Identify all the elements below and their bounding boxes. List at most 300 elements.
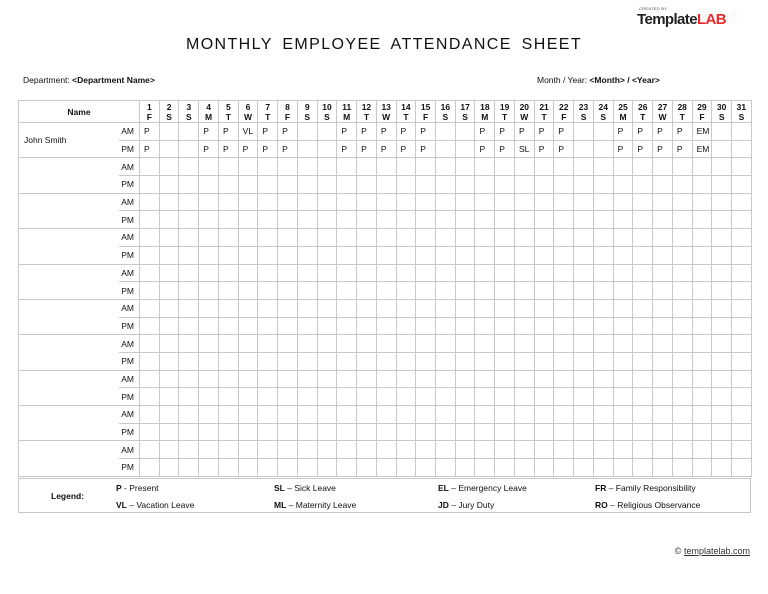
attendance-cell[interactable]	[337, 246, 357, 264]
attendance-cell[interactable]	[317, 140, 337, 158]
attendance-cell[interactable]	[732, 193, 752, 211]
attendance-cell[interactable]: P	[633, 123, 653, 141]
attendance-cell[interactable]	[633, 176, 653, 194]
attendance-cell[interactable]	[672, 264, 692, 282]
attendance-cell[interactable]	[534, 459, 554, 477]
attendance-cell[interactable]	[732, 406, 752, 424]
attendance-cell[interactable]	[534, 211, 554, 229]
attendance-cell[interactable]	[376, 264, 396, 282]
attendance-cell[interactable]	[495, 193, 515, 211]
attendance-cell[interactable]	[554, 352, 574, 370]
attendance-cell[interactable]	[554, 441, 574, 459]
attendance-cell[interactable]	[574, 423, 594, 441]
attendance-cell[interactable]	[672, 388, 692, 406]
attendance-cell[interactable]	[297, 193, 317, 211]
attendance-cell[interactable]	[238, 299, 258, 317]
attendance-cell[interactable]	[396, 211, 416, 229]
attendance-cell[interactable]	[593, 229, 613, 247]
attendance-cell[interactable]	[317, 282, 337, 300]
attendance-cell[interactable]	[712, 335, 732, 353]
attendance-cell[interactable]	[712, 459, 732, 477]
attendance-cell[interactable]	[238, 352, 258, 370]
attendance-cell[interactable]	[396, 335, 416, 353]
attendance-cell[interactable]	[179, 388, 199, 406]
attendance-cell[interactable]	[238, 317, 258, 335]
attendance-cell[interactable]	[218, 229, 238, 247]
attendance-cell[interactable]	[613, 246, 633, 264]
attendance-cell[interactable]	[732, 176, 752, 194]
attendance-cell[interactable]	[317, 176, 337, 194]
attendance-cell[interactable]	[692, 352, 712, 370]
attendance-cell[interactable]	[692, 423, 712, 441]
attendance-cell[interactable]	[633, 441, 653, 459]
attendance-cell[interactable]	[396, 193, 416, 211]
attendance-cell[interactable]	[574, 123, 594, 141]
attendance-cell[interactable]	[455, 370, 475, 388]
attendance-cell[interactable]	[317, 158, 337, 176]
attendance-cell[interactable]	[179, 370, 199, 388]
attendance-cell[interactable]	[179, 176, 199, 194]
attendance-cell[interactable]	[436, 158, 456, 176]
attendance-cell[interactable]	[593, 370, 613, 388]
attendance-cell[interactable]	[396, 282, 416, 300]
attendance-cell[interactable]	[278, 246, 298, 264]
attendance-cell[interactable]	[317, 264, 337, 282]
attendance-cell[interactable]	[140, 352, 160, 370]
attendance-cell[interactable]	[396, 459, 416, 477]
attendance-cell[interactable]	[199, 317, 219, 335]
attendance-cell[interactable]	[140, 193, 160, 211]
attendance-cell[interactable]	[712, 423, 732, 441]
attendance-cell[interactable]	[396, 264, 416, 282]
attendance-cell[interactable]	[534, 406, 554, 424]
attendance-cell[interactable]: P	[554, 123, 574, 141]
attendance-cell[interactable]	[416, 211, 436, 229]
attendance-cell[interactable]	[495, 246, 515, 264]
attendance-cell[interactable]	[692, 229, 712, 247]
attendance-cell[interactable]	[140, 317, 160, 335]
attendance-cell[interactable]	[692, 299, 712, 317]
attendance-cell[interactable]	[159, 352, 179, 370]
attendance-cell[interactable]	[357, 282, 377, 300]
attendance-cell[interactable]	[199, 282, 219, 300]
attendance-cell[interactable]	[199, 441, 219, 459]
attendance-cell[interactable]	[218, 459, 238, 477]
attendance-cell[interactable]	[514, 193, 534, 211]
attendance-cell[interactable]	[317, 193, 337, 211]
attendance-cell[interactable]	[554, 388, 574, 406]
attendance-cell[interactable]	[574, 388, 594, 406]
attendance-cell[interactable]	[495, 158, 515, 176]
attendance-cell[interactable]	[613, 317, 633, 335]
attendance-cell[interactable]	[633, 423, 653, 441]
attendance-cell[interactable]	[278, 370, 298, 388]
attendance-cell[interactable]	[238, 459, 258, 477]
attendance-cell[interactable]	[396, 229, 416, 247]
attendance-cell[interactable]	[692, 158, 712, 176]
attendance-cell[interactable]	[140, 388, 160, 406]
attendance-cell[interactable]	[140, 441, 160, 459]
attendance-cell[interactable]	[633, 193, 653, 211]
attendance-cell[interactable]	[258, 264, 278, 282]
attendance-cell[interactable]	[554, 317, 574, 335]
attendance-cell[interactable]	[633, 406, 653, 424]
attendance-cell[interactable]	[396, 352, 416, 370]
attendance-cell[interactable]	[258, 352, 278, 370]
attendance-cell[interactable]: P	[258, 140, 278, 158]
attendance-cell[interactable]	[179, 211, 199, 229]
attendance-cell[interactable]	[593, 176, 613, 194]
attendance-cell[interactable]	[159, 423, 179, 441]
attendance-cell[interactable]	[653, 388, 673, 406]
attendance-cell[interactable]	[297, 370, 317, 388]
templatelab-link[interactable]: templatelab.com	[683, 546, 750, 556]
attendance-cell[interactable]	[278, 441, 298, 459]
attendance-cell[interactable]	[593, 423, 613, 441]
attendance-cell[interactable]	[593, 388, 613, 406]
attendance-cell[interactable]	[653, 193, 673, 211]
attendance-cell[interactable]	[514, 388, 534, 406]
attendance-cell[interactable]	[455, 193, 475, 211]
attendance-cell[interactable]	[436, 441, 456, 459]
attendance-cell[interactable]	[514, 370, 534, 388]
attendance-cell[interactable]	[238, 282, 258, 300]
attendance-cell[interactable]	[140, 370, 160, 388]
employee-name[interactable]	[19, 229, 119, 264]
attendance-cell[interactable]	[376, 406, 396, 424]
attendance-cell[interactable]	[199, 406, 219, 424]
attendance-cell[interactable]	[317, 123, 337, 141]
attendance-cell[interactable]	[317, 388, 337, 406]
attendance-cell[interactable]	[416, 317, 436, 335]
attendance-cell[interactable]	[455, 140, 475, 158]
attendance-cell[interactable]	[554, 229, 574, 247]
attendance-cell[interactable]	[337, 352, 357, 370]
attendance-cell[interactable]	[653, 176, 673, 194]
attendance-cell[interactable]	[278, 176, 298, 194]
attendance-cell[interactable]	[653, 352, 673, 370]
attendance-cell[interactable]	[554, 335, 574, 353]
attendance-cell[interactable]	[455, 441, 475, 459]
attendance-cell[interactable]	[712, 193, 732, 211]
attendance-cell[interactable]	[218, 193, 238, 211]
attendance-cell[interactable]	[732, 441, 752, 459]
attendance-cell[interactable]	[199, 158, 219, 176]
attendance-cell[interactable]	[297, 176, 317, 194]
attendance-cell[interactable]	[357, 176, 377, 194]
attendance-cell[interactable]: P	[653, 123, 673, 141]
attendance-cell[interactable]	[218, 158, 238, 176]
attendance-cell[interactable]: VL	[238, 123, 258, 141]
attendance-cell[interactable]	[495, 299, 515, 317]
attendance-cell[interactable]	[593, 299, 613, 317]
attendance-cell[interactable]	[278, 229, 298, 247]
attendance-cell[interactable]	[712, 158, 732, 176]
attendance-cell[interactable]	[732, 299, 752, 317]
attendance-cell[interactable]	[179, 193, 199, 211]
attendance-cell[interactable]	[475, 459, 495, 477]
attendance-cell[interactable]	[692, 441, 712, 459]
attendance-cell[interactable]	[712, 229, 732, 247]
attendance-cell[interactable]	[672, 299, 692, 317]
attendance-cell[interactable]	[218, 352, 238, 370]
attendance-cell[interactable]	[436, 246, 456, 264]
attendance-cell[interactable]	[672, 459, 692, 477]
attendance-cell[interactable]	[495, 406, 515, 424]
attendance-cell[interactable]	[455, 158, 475, 176]
attendance-cell[interactable]	[613, 282, 633, 300]
attendance-cell[interactable]	[159, 158, 179, 176]
attendance-cell[interactable]	[357, 370, 377, 388]
attendance-cell[interactable]	[140, 158, 160, 176]
attendance-cell[interactable]	[238, 423, 258, 441]
attendance-cell[interactable]	[159, 406, 179, 424]
attendance-cell[interactable]: P	[140, 123, 160, 141]
attendance-cell[interactable]	[593, 140, 613, 158]
attendance-cell[interactable]	[475, 317, 495, 335]
attendance-cell[interactable]	[692, 335, 712, 353]
attendance-cell[interactable]	[554, 264, 574, 282]
attendance-cell[interactable]	[495, 423, 515, 441]
attendance-cell[interactable]: P	[199, 123, 219, 141]
attendance-cell[interactable]	[179, 140, 199, 158]
attendance-cell[interactable]	[574, 246, 594, 264]
attendance-cell[interactable]	[574, 370, 594, 388]
attendance-cell[interactable]	[238, 441, 258, 459]
attendance-cell[interactable]	[376, 229, 396, 247]
attendance-cell[interactable]	[732, 264, 752, 282]
attendance-cell[interactable]	[455, 459, 475, 477]
attendance-cell[interactable]	[258, 299, 278, 317]
attendance-cell[interactable]	[376, 246, 396, 264]
attendance-cell[interactable]	[436, 352, 456, 370]
attendance-cell[interactable]	[475, 229, 495, 247]
attendance-cell[interactable]	[179, 246, 199, 264]
attendance-cell[interactable]	[179, 352, 199, 370]
attendance-cell[interactable]	[218, 282, 238, 300]
attendance-cell[interactable]	[672, 211, 692, 229]
attendance-cell[interactable]	[475, 282, 495, 300]
attendance-cell[interactable]	[159, 317, 179, 335]
attendance-cell[interactable]	[416, 370, 436, 388]
attendance-cell[interactable]	[475, 406, 495, 424]
employee-name[interactable]	[19, 335, 119, 370]
attendance-cell[interactable]	[613, 370, 633, 388]
attendance-cell[interactable]	[475, 441, 495, 459]
attendance-cell[interactable]	[278, 299, 298, 317]
attendance-cell[interactable]	[278, 335, 298, 353]
attendance-cell[interactable]	[159, 176, 179, 194]
attendance-cell[interactable]	[633, 264, 653, 282]
attendance-cell[interactable]	[633, 299, 653, 317]
attendance-cell[interactable]	[495, 370, 515, 388]
attendance-cell[interactable]: P	[475, 123, 495, 141]
attendance-cell[interactable]	[653, 317, 673, 335]
attendance-cell[interactable]	[692, 211, 712, 229]
attendance-cell[interactable]	[514, 176, 534, 194]
attendance-cell[interactable]	[554, 193, 574, 211]
attendance-cell[interactable]	[337, 229, 357, 247]
attendance-cell[interactable]	[574, 264, 594, 282]
attendance-cell[interactable]	[357, 388, 377, 406]
department-value[interactable]: <Department Name>	[72, 75, 155, 85]
attendance-cell[interactable]	[574, 335, 594, 353]
attendance-cell[interactable]	[218, 370, 238, 388]
attendance-cell[interactable]	[692, 193, 712, 211]
attendance-cell[interactable]	[396, 406, 416, 424]
attendance-cell[interactable]: P	[613, 140, 633, 158]
attendance-cell[interactable]	[297, 158, 317, 176]
attendance-cell[interactable]	[278, 388, 298, 406]
attendance-cell[interactable]	[712, 317, 732, 335]
attendance-cell[interactable]	[278, 282, 298, 300]
attendance-cell[interactable]	[179, 423, 199, 441]
attendance-cell[interactable]	[337, 299, 357, 317]
attendance-cell[interactable]	[357, 193, 377, 211]
attendance-cell[interactable]	[574, 140, 594, 158]
attendance-cell[interactable]	[396, 388, 416, 406]
attendance-cell[interactable]	[159, 459, 179, 477]
attendance-cell[interactable]	[199, 176, 219, 194]
attendance-cell[interactable]	[179, 264, 199, 282]
attendance-cell[interactable]	[613, 423, 633, 441]
attendance-cell[interactable]	[317, 352, 337, 370]
attendance-cell[interactable]	[258, 423, 278, 441]
attendance-cell[interactable]	[159, 282, 179, 300]
attendance-cell[interactable]	[238, 246, 258, 264]
attendance-cell[interactable]: P	[218, 123, 238, 141]
attendance-cell[interactable]	[199, 299, 219, 317]
attendance-cell[interactable]	[317, 211, 337, 229]
attendance-cell[interactable]	[534, 229, 554, 247]
attendance-cell[interactable]	[455, 317, 475, 335]
attendance-cell[interactable]	[337, 282, 357, 300]
employee-name[interactable]	[19, 193, 119, 228]
attendance-cell[interactable]	[455, 176, 475, 194]
attendance-cell[interactable]	[357, 229, 377, 247]
attendance-cell[interactable]	[297, 299, 317, 317]
attendance-cell[interactable]	[633, 459, 653, 477]
attendance-cell[interactable]	[416, 352, 436, 370]
attendance-cell[interactable]	[554, 282, 574, 300]
attendance-cell[interactable]	[475, 264, 495, 282]
attendance-cell[interactable]	[199, 193, 219, 211]
attendance-cell[interactable]	[593, 193, 613, 211]
attendance-cell[interactable]	[534, 246, 554, 264]
attendance-cell[interactable]	[238, 335, 258, 353]
attendance-cell[interactable]	[238, 388, 258, 406]
attendance-cell[interactable]	[534, 176, 554, 194]
attendance-cell[interactable]	[416, 459, 436, 477]
attendance-cell[interactable]	[593, 264, 613, 282]
attendance-cell[interactable]	[692, 176, 712, 194]
attendance-cell[interactable]	[475, 335, 495, 353]
attendance-cell[interactable]	[258, 158, 278, 176]
attendance-cell[interactable]	[258, 406, 278, 424]
attendance-cell[interactable]	[514, 282, 534, 300]
attendance-cell[interactable]	[495, 317, 515, 335]
attendance-cell[interactable]	[357, 264, 377, 282]
attendance-cell[interactable]	[534, 423, 554, 441]
attendance-cell[interactable]	[554, 246, 574, 264]
attendance-cell[interactable]: EM	[692, 140, 712, 158]
attendance-cell[interactable]	[475, 211, 495, 229]
attendance-cell[interactable]	[732, 140, 752, 158]
attendance-cell[interactable]	[278, 406, 298, 424]
attendance-cell[interactable]	[337, 176, 357, 194]
attendance-cell[interactable]	[554, 406, 574, 424]
attendance-cell[interactable]	[712, 352, 732, 370]
attendance-cell[interactable]	[495, 388, 515, 406]
employee-name[interactable]	[19, 158, 119, 193]
attendance-cell[interactable]	[574, 229, 594, 247]
attendance-cell[interactable]	[653, 229, 673, 247]
attendance-cell[interactable]	[534, 158, 554, 176]
attendance-cell[interactable]	[593, 352, 613, 370]
attendance-cell[interactable]	[317, 459, 337, 477]
employee-name[interactable]	[19, 299, 119, 334]
attendance-cell[interactable]: P	[376, 123, 396, 141]
attendance-cell[interactable]	[574, 299, 594, 317]
attendance-cell[interactable]	[376, 193, 396, 211]
attendance-cell[interactable]	[495, 264, 515, 282]
attendance-cell[interactable]: P	[672, 140, 692, 158]
attendance-cell[interactable]	[574, 406, 594, 424]
attendance-cell[interactable]	[159, 370, 179, 388]
attendance-cell[interactable]	[317, 317, 337, 335]
attendance-cell[interactable]	[732, 246, 752, 264]
attendance-cell[interactable]	[337, 264, 357, 282]
attendance-cell[interactable]	[140, 406, 160, 424]
attendance-cell[interactable]	[712, 211, 732, 229]
attendance-cell[interactable]	[376, 176, 396, 194]
attendance-cell[interactable]	[317, 335, 337, 353]
attendance-cell[interactable]: P	[534, 140, 554, 158]
attendance-cell[interactable]	[475, 423, 495, 441]
attendance-cell[interactable]	[593, 246, 613, 264]
attendance-cell[interactable]	[337, 193, 357, 211]
attendance-cell[interactable]	[613, 388, 633, 406]
attendance-cell[interactable]	[593, 335, 613, 353]
attendance-cell[interactable]	[692, 388, 712, 406]
attendance-cell[interactable]	[199, 246, 219, 264]
attendance-cell[interactable]: P	[238, 140, 258, 158]
attendance-cell[interactable]	[159, 441, 179, 459]
attendance-cell[interactable]	[179, 441, 199, 459]
attendance-cell[interactable]	[337, 388, 357, 406]
attendance-cell[interactable]	[416, 388, 436, 406]
attendance-cell[interactable]	[593, 441, 613, 459]
attendance-cell[interactable]	[218, 176, 238, 194]
attendance-cell[interactable]	[297, 406, 317, 424]
attendance-cell[interactable]	[159, 388, 179, 406]
attendance-cell[interactable]	[357, 459, 377, 477]
attendance-cell[interactable]	[337, 335, 357, 353]
attendance-cell[interactable]	[692, 406, 712, 424]
attendance-cell[interactable]	[278, 459, 298, 477]
attendance-cell[interactable]	[554, 459, 574, 477]
attendance-cell[interactable]	[653, 282, 673, 300]
attendance-cell[interactable]	[297, 335, 317, 353]
attendance-cell[interactable]	[455, 246, 475, 264]
attendance-cell[interactable]	[534, 193, 554, 211]
attendance-cell[interactable]	[653, 423, 673, 441]
attendance-cell[interactable]	[712, 140, 732, 158]
attendance-cell[interactable]	[692, 459, 712, 477]
attendance-cell[interactable]: P	[278, 123, 298, 141]
attendance-cell[interactable]	[179, 299, 199, 317]
attendance-cell[interactable]	[633, 158, 653, 176]
